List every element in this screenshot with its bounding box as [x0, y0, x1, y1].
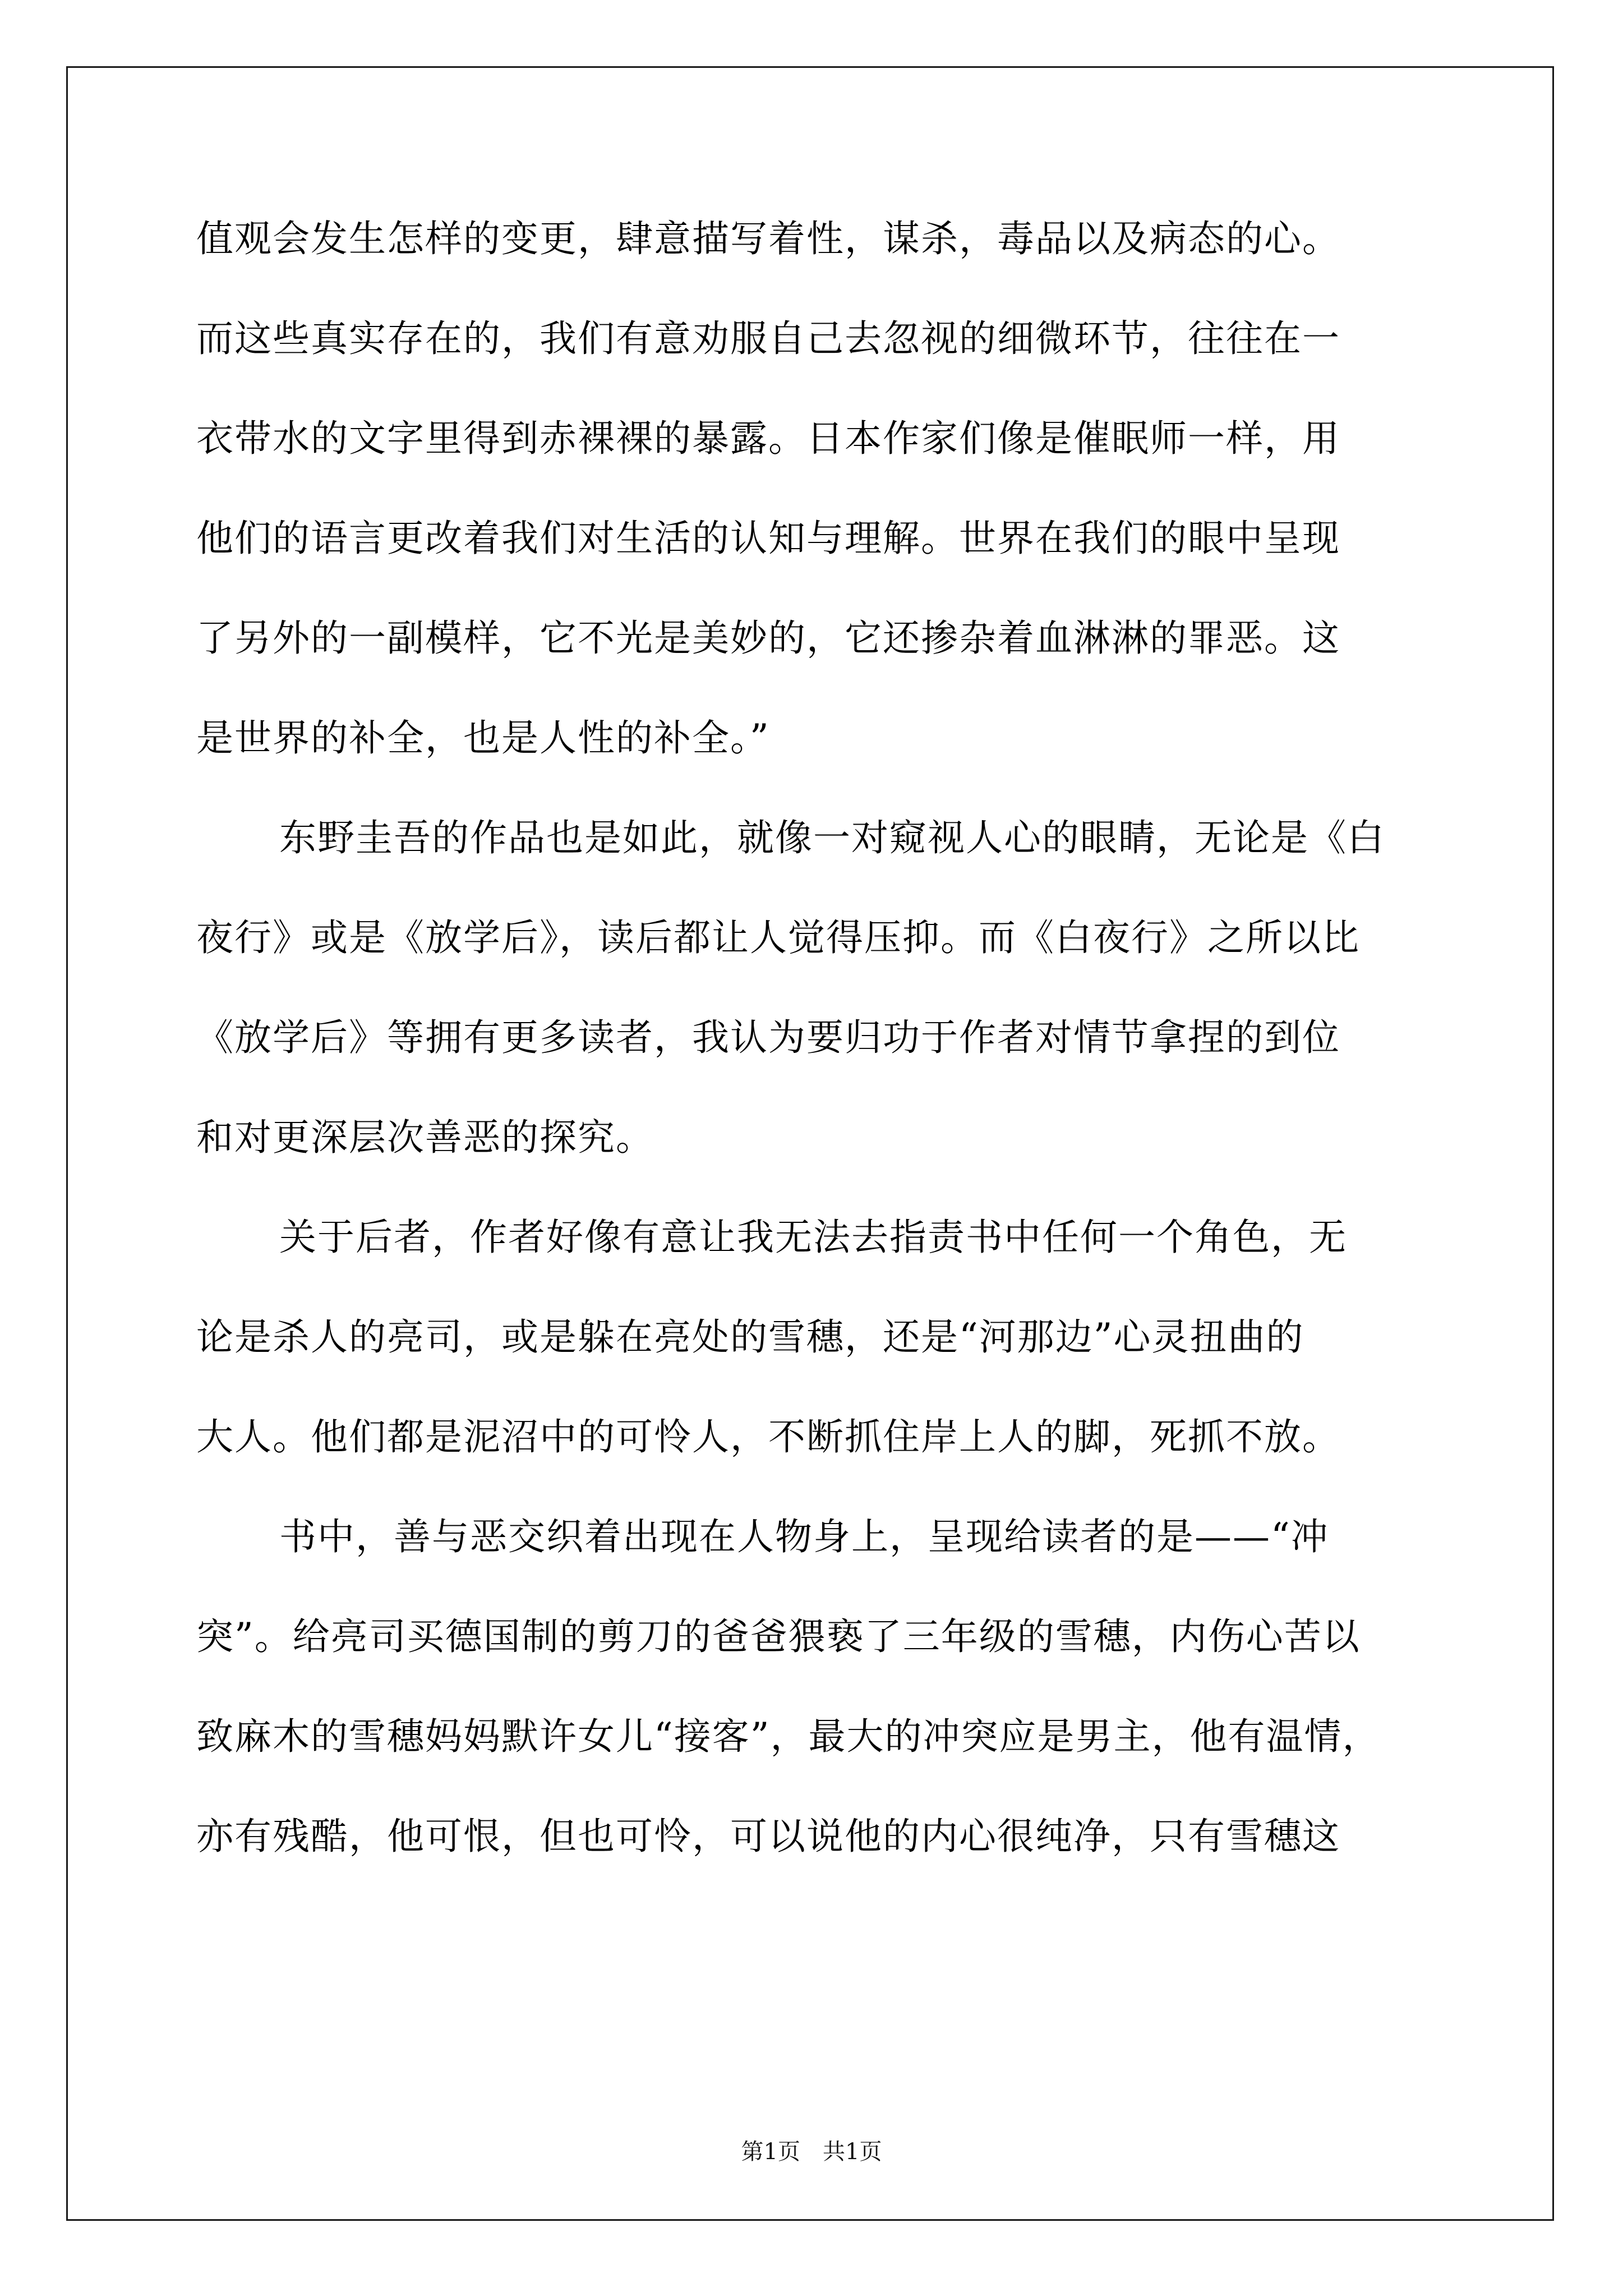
text-line: 值观会发生怎样的变更，肆意描写着性，谋杀，毒品以及病态的心。: [196, 217, 1340, 260]
text-line: 他们的语言更改着我们对生活的认知与理解。世界在我们的眼中呈现: [196, 517, 1340, 560]
text-line: 《放学后》等拥有更多读者，我认为要归功于作者对情节拿捏的到位: [196, 1016, 1340, 1059]
text-line: 论是杀人的亮司，或是躲在亮处的雪穗，还是“河那边”心灵扭曲的: [196, 1315, 1304, 1359]
text-line: 和对更深层次善恶的探究。: [196, 1116, 654, 1159]
text-line: 而这些真实存在的，我们有意劝服自己去忽视的细微环节，往往在一: [196, 317, 1340, 360]
text-line: 亦有残酷，他可恨，但也可怜，可以说他的内心很纯净，只有雪穗这: [196, 1815, 1340, 1858]
paragraph-first-line: 书中，善与恶交织着出现在人物身上，呈现给读者的是——“冲: [279, 1515, 1329, 1558]
text-line: 是世界的补全，也是人性的补全。”: [196, 716, 770, 760]
body-text: [196, 212, 1430, 1910]
paragraph-first-line: 东野圭吾的作品也是如此，就像一对窥视人心的眼睛，无论是《白: [279, 816, 1385, 859]
text-line: 夜行》或是《放学后》，读后都让人觉得压抑。而《白夜行》之所以比: [196, 916, 1360, 959]
text-line: 大人。他们都是泥沼中的可怜人，不断抓住岸上人的脚，死抓不放。: [196, 1415, 1340, 1458]
text-line: 致麻木的雪穗妈妈默许女儿“接客”，最大的冲突应是男主，他有温情，: [196, 1715, 1381, 1758]
text-line: 衣带水的文字里得到赤裸裸的暴露。日本作家们像是催眠师一样，用: [196, 417, 1340, 460]
paragraph-first-line: 关于后者，作者好像有意让我无法去指责书中任何一个角色，无: [279, 1216, 1347, 1259]
text-line: 了另外的一副模样，它不光是美妙的，它还掺杂着血淋淋的罪恶。这: [196, 616, 1340, 660]
text-line: 突”。给亮司买德国制的剪刀的爸爸猥亵了三年级的雪穗，内伤心苦以: [196, 1615, 1361, 1658]
page-number-footer: 第1页 共1页: [741, 2139, 882, 2165]
